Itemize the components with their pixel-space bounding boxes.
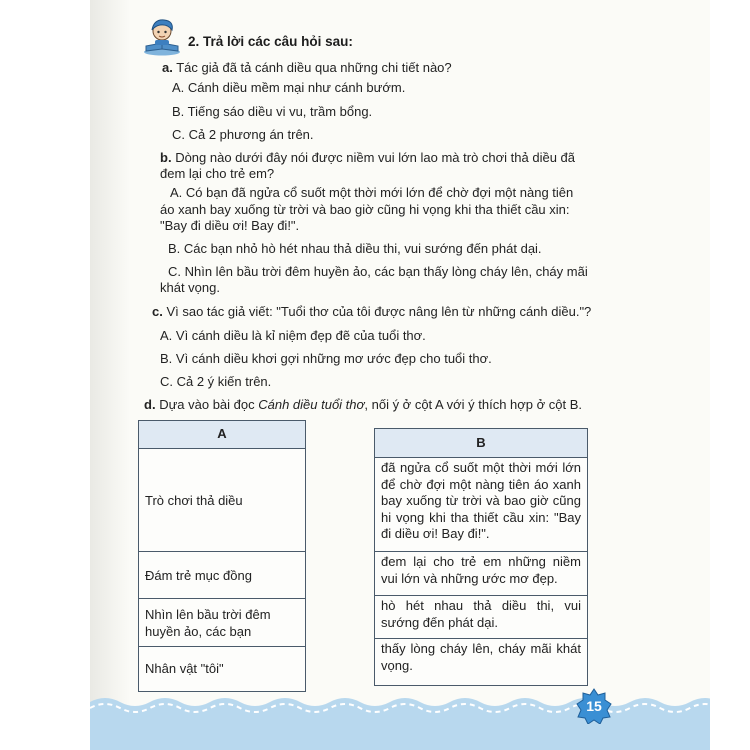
question-d-reading-title: Cánh diều tuổi thơ: [258, 397, 365, 412]
question-c-label: c.: [152, 304, 163, 319]
question-b-text: Dòng nào dưới đây nói được niềm vui lớn lao mà trò chơi thả diều đã: [175, 150, 576, 165]
column-a-row-2[interactable]: Đám trẻ mục đồng: [139, 552, 305, 599]
column-a-header: A: [139, 421, 305, 449]
footer-wave-decoration: [90, 672, 710, 750]
textbook-page: [90, 0, 710, 750]
column-b-table: [374, 428, 588, 686]
column-b-row-1[interactable]: đã ngửa cổ suốt một thời mới lớn để chờ đợi một nàng tiên áo xanh bay xuống từ trời và bao giờ cũng hi vọng khi tha thiết cầu xin: "Bay đi diều ơi! Bay đi!".: [375, 458, 587, 552]
page-number: 15: [586, 698, 602, 714]
answer-c-option-a[interactable]: A. Vì cánh diều là kỉ niệm đẹp đẽ của tuổi thơ.: [160, 328, 426, 343]
question-d-text-post: , nối ý ở cột A với ý thích hợp ở cột B.: [364, 397, 583, 412]
column-b-row-2[interactable]: đem lại cho trẻ em những niềm vui lớn và những ước mơ đẹp.: [375, 552, 587, 596]
answer-a-option-c[interactable]: C. Cả 2 phương án trên.: [172, 127, 314, 142]
column-a-table: [138, 420, 306, 692]
column-a-row-3[interactable]: Nhìn lên bầu trời đêm huyền ảo, các bạn: [139, 599, 305, 647]
question-a-text: Tác giả đã tả cánh diều qua những chi tiết nào?: [176, 60, 452, 75]
question-b: [160, 150, 575, 166]
question-d: [144, 397, 582, 413]
answer-b-option-a-line1[interactable]: A. Có bạn đã ngửa cổ suốt một thời mới lớn để chờ đợi một nàng tiên: [170, 185, 574, 200]
answer-b-option-a-line3[interactable]: "Bay đi diều ơi! Bay đi!".: [160, 218, 300, 233]
question-b-text-line2: đem lại cho trẻ em?: [160, 166, 275, 181]
answer-c-option-c[interactable]: C. Cả 2 ý kiến trên.: [160, 374, 272, 389]
answer-c-option-b[interactable]: B. Vì cánh diều khơi gợi những mơ ước đẹp cho tuổi thơ.: [160, 351, 492, 366]
column-a-row-1[interactable]: Trò chơi thả diều: [139, 449, 305, 552]
answer-b-option-b[interactable]: B. Các bạn nhỏ hò hét nhau thả diều thi, vui sướng đến phát dại.: [168, 241, 542, 256]
column-b-row-4[interactable]: thấy lòng cháy lên, cháy mãi khát vọng.: [381, 641, 581, 673]
page-gutter-shadow: [90, 0, 130, 750]
column-a-row-4[interactable]: Nhân vật "tôi": [145, 661, 224, 676]
answer-a-option-a[interactable]: A. Cánh diều mềm mại như cánh bướm.: [172, 80, 406, 95]
column-b-row-3[interactable]: hò hét nhau thả diều thi, vui sướng đến phát dại.: [375, 596, 587, 639]
question-a-label: a.: [162, 60, 173, 75]
section-header: [140, 16, 353, 56]
question-c: [152, 304, 591, 320]
question-d-label: d.: [144, 397, 156, 412]
question-b-label: b.: [160, 150, 172, 165]
answer-b-option-c-line1[interactable]: C. Nhìn lên bầu trời đêm huyền ảo, các bạn thấy lòng cháy lên, cháy mãi: [168, 264, 588, 279]
question-a: [162, 60, 452, 76]
column-b-header: B: [375, 429, 587, 458]
answer-b-option-a-line2[interactable]: áo xanh bay xuống từ trời và bao giờ cũng hi vọng khi tha thiết cầu xin:: [160, 202, 570, 217]
answer-a-option-b[interactable]: B. Tiếng sáo diều vi vu, trầm bổng.: [172, 104, 373, 119]
student-reading-icon: [140, 16, 184, 56]
answer-b-option-c-line2[interactable]: khát vọng.: [160, 280, 220, 295]
section-title: 2. Trả lời các câu hỏi sau:: [188, 33, 353, 49]
question-d-text-pre: Dựa vào bài đọc: [159, 397, 259, 412]
question-c-text: Vì sao tác giả viết: "Tuổi thơ của tôi được nâng lên từ những cánh diều."?: [166, 304, 592, 319]
